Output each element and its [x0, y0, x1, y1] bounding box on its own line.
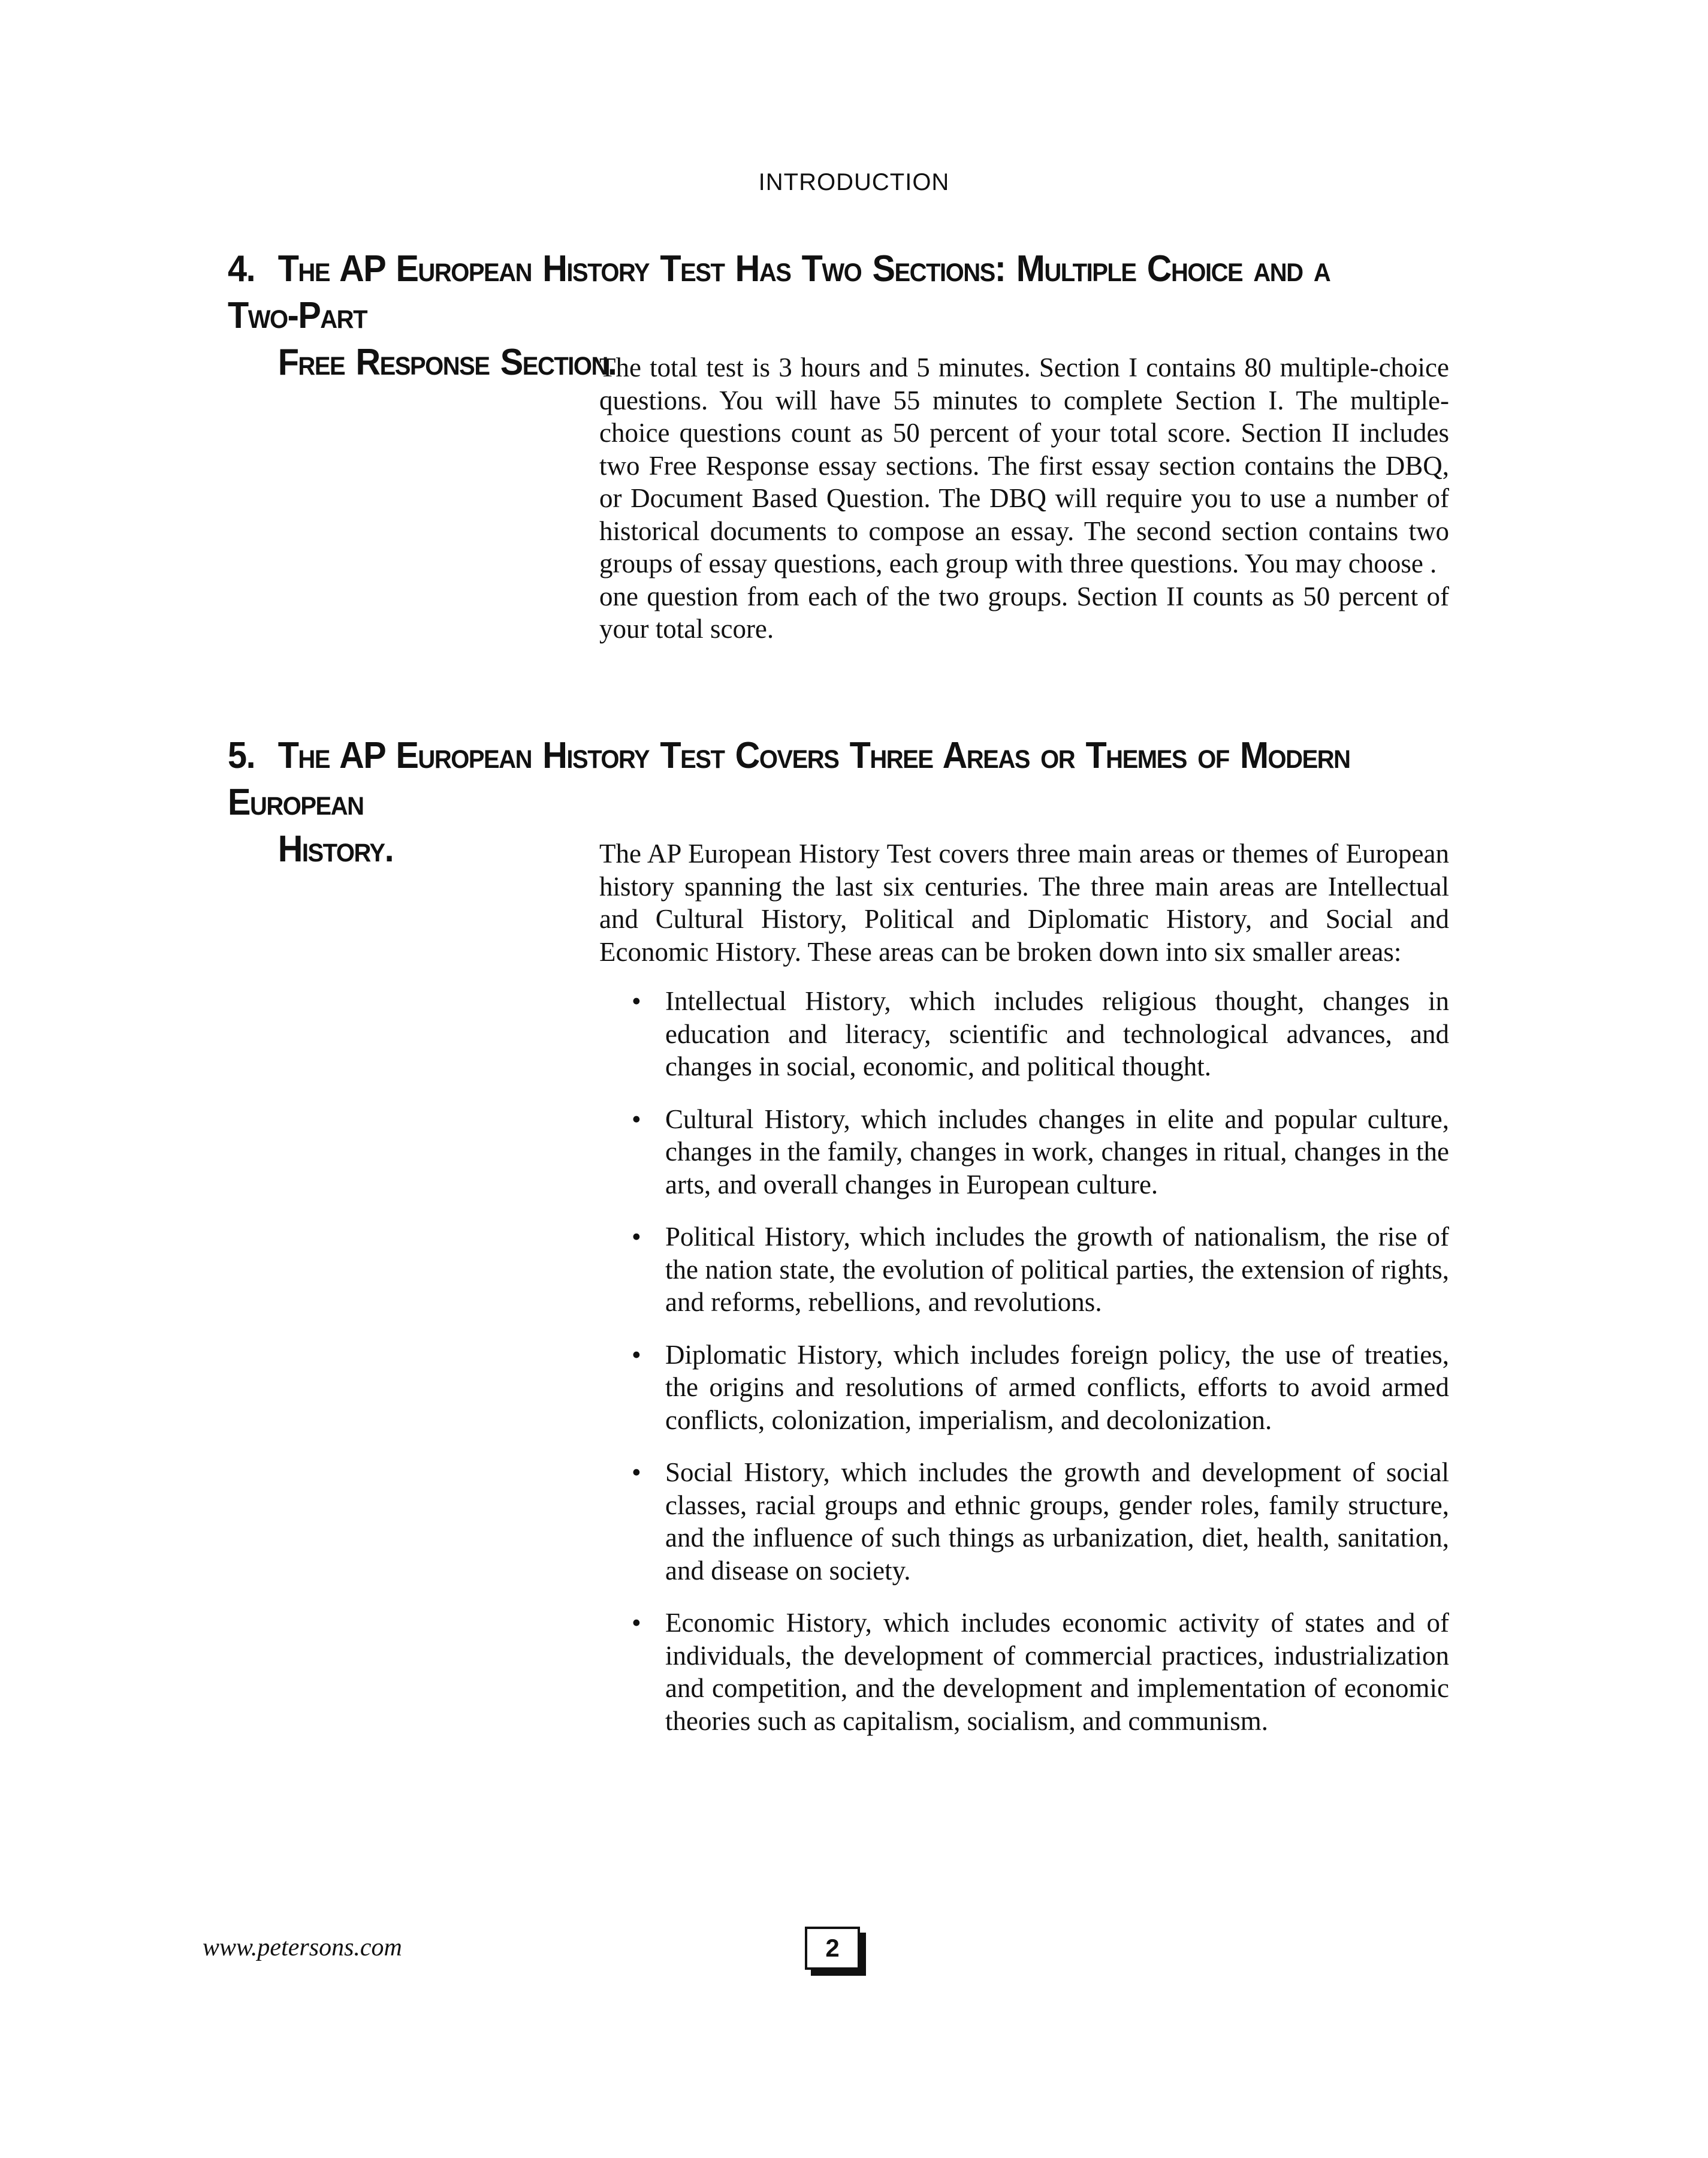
bullet-icon: •	[632, 1104, 641, 1134]
section-5-title-line2: History.	[277, 828, 394, 870]
bullet-icon: •	[632, 1457, 641, 1487]
history-areas-list	[599, 985, 1449, 1757]
bullet-icon: •	[632, 986, 641, 1016]
running-head: INTRODUCTION	[758, 169, 950, 195]
section-4-paragraph-1: The total test is 3 hours and 5 minutes. Section I contains 80 multiple-choice questions. You will have 55 minutes to complete Section I. The multiple-choice questions count as 50 percent of your total score. Section II includes two Free Response essay sections. The first essay section contains the DBQ, or Document Based Question. The DBQ will require you to use a number of historical documents to compose an essay. The second section contains two groups of essay questions, each group with three questions. You may choose .	[599, 352, 1449, 578]
list-item	[599, 1103, 1449, 1201]
section-5-number: 5.	[228, 735, 255, 776]
page-number: 2	[805, 1927, 860, 1970]
bullet-icon: •	[632, 1222, 641, 1252]
list-item	[599, 1607, 1449, 1737]
list-item-text: Cultural History, which includes changes in elite and popular culture, changes in the family, changes in work, changes in ritual, changes in the arts, and overall changes in European culture.	[665, 1104, 1449, 1199]
section-4-number: 4.	[228, 248, 255, 290]
section-4-title-line1: The AP European History Test Has Two Sections: Multiple Choice and a Two-Part	[228, 248, 1330, 336]
section-4-body	[599, 351, 1449, 646]
section-5-title-line1: The AP European History Test Covers Three Areas or Themes of Modern European	[228, 735, 1350, 823]
footer-url: www.petersons.com	[203, 1934, 402, 1961]
section-5-intro: The AP European History Test covers three main areas or themes of European history spanning the last six centuries. The three main areas are Intellectual and Cultural History, Political and Diplomatic History, and Social and Economic History. These areas can be broken down into six smaller areas:	[599, 839, 1449, 967]
list-item-text: Political History, which includes the growth of nationalism, the rise of the nation state, the evolution of political parties, the extension of rights, and reforms, rebellions, and revolutions.	[665, 1222, 1449, 1317]
list-item-text: Intellectual History, which includes religious thought, changes in education and literacy, scientific and technological advances, and changes in social, economic, and political thought.	[665, 986, 1449, 1081]
bullet-icon: •	[632, 1608, 641, 1638]
section-5-body	[599, 837, 1449, 968]
bullet-icon: •	[632, 1339, 641, 1370]
list-item	[599, 1339, 1449, 1437]
list-item	[599, 985, 1449, 1083]
list-item	[599, 1456, 1449, 1587]
list-item-text: Social History, which includes the growth and development of social classes, racial groups and ethnic groups, gender roles, family structure, and the influence of such things as urbanization, diet, health, sanitation, and disease on society.	[665, 1457, 1449, 1586]
list-item-text: Diplomatic History, which includes foreign policy, the use of treaties, the origins and resolutions of armed conflicts, efforts to avoid armed conflicts, colonization, imperialism, and decolonization.	[665, 1339, 1449, 1435]
list-item-text: Economic History, which includes economic activity of states and of individuals, the development of commercial practices, industrialization and competition, and the development and implementation of economic theories such as capitalism, socialism, and communism.	[665, 1608, 1449, 1736]
list-item	[599, 1220, 1449, 1319]
section-4-paragraph-2: one question from each of the two groups. Section II counts as 50 percent of your total score.	[599, 581, 1449, 644]
section-4-title-line2: Free Response Section.	[277, 342, 617, 383]
